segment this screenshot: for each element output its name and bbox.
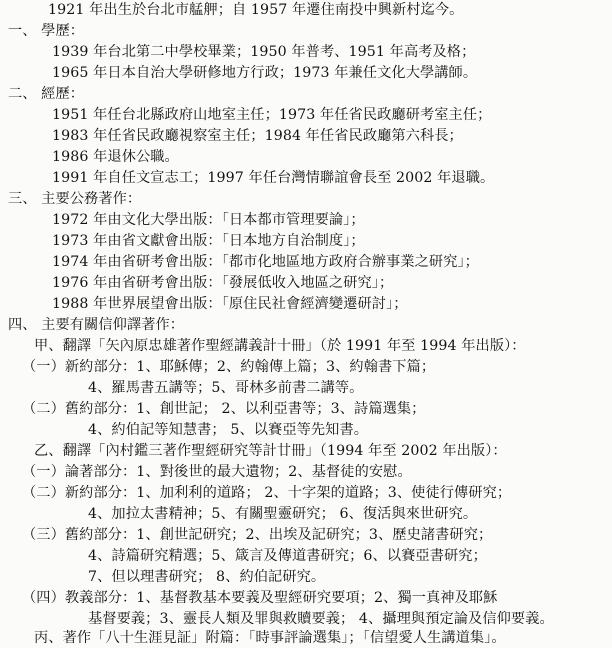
translation-group-title: 甲、翻譯「矢內原忠雄著作聖經講義計十冊」（於 1991 年至 1994 年出版）： xyxy=(34,338,526,354)
translation-item: （一）新約部分：1、耶穌傳；2、約翰傳上篇；3、約翰書下篇； xyxy=(22,359,436,375)
intro-line: 1921 年出生於台北市艋舺；自 1957 年遷住南投中興新村迄今。 xyxy=(48,2,464,18)
education-line: 1965 年日本自治大學研修地方行政；1973 年兼任文化大學講師。 xyxy=(52,65,478,81)
translation-item: 4、羅馬書五講等；5、哥林多前書二講等。 xyxy=(88,380,364,396)
publication-line: 1976 年由省研考會出版：「發展低收入地區之研究」； xyxy=(52,275,394,291)
translation-item: （一）論著部分：1、對後世的最大遺物；2、基督徒的安慰。 xyxy=(22,464,412,480)
translation-group-title: 丙、著作「八十生涯見証」附篇：「時事評論選集」；「信望愛人生講道集」。 xyxy=(34,630,506,646)
translation-item: （二）新約部分：1、加利利的道路； 2、十字架的道路；3、使徒行傳研究； xyxy=(22,485,512,501)
publication-line: 1988 年世界展望會出版：「原住民社會經濟變遷研討」； xyxy=(52,296,408,312)
education-line: 1939 年台北第二中學校畢業；1950 年普考、1951 年高考及格； xyxy=(52,44,476,60)
career-line: 1991 年自任文宣志工；1997 年任台灣情聯誼會長至 2002 年退職。 xyxy=(52,170,495,186)
translation-group-title: 乙、翻譯「內村鑑三著作聖經研究等計廿冊」（1994 年至 2002 年出版）： xyxy=(34,443,507,459)
publication-line: 1973 年由省文獻會出版：「日本地方自治制度」； xyxy=(52,233,365,249)
publication-line: 1974 年由省研考會出版：「都市化地區地方政府合辦事業之研究」； xyxy=(52,254,479,270)
section-heading: 三、 主要公務著作： xyxy=(8,191,142,207)
translation-item: （三）舊約部分：1、創世記研究；2、出埃及記研究；3、歷史諸書研究； xyxy=(22,527,493,543)
translation-item: （四）教義部分：1、基督教基本要義及聖經研究要項；2、獨一真神及耶穌 xyxy=(22,590,498,606)
translation-item: 7、但以理書研究； 8、約伯記研究。 xyxy=(88,569,326,585)
translation-item: 基督要義；3、靈長人類及罪與救贖要義； 4、攝理與預定論及信仰要義。 xyxy=(88,611,554,627)
section-heading: 二、 經歷： xyxy=(8,86,85,102)
career-line: 1986 年退休公職。 xyxy=(52,149,179,165)
translation-item: 4、約伯記等知慧書； 5、以賽亞等先知書。 xyxy=(88,422,369,438)
translation-item: 4、詩篇研究精選；5、箴言及傳道書研究；6、以賽亞書研究； xyxy=(88,548,487,564)
publication-line: 1972 年由文化大學出版：「日本都市管理要論」； xyxy=(52,212,365,228)
section-heading: 四、 主要有關信仰譯著作： xyxy=(8,317,185,333)
career-line: 1951 年任台北縣政府山地室主任；1973 年任省民政廳研考室主任； xyxy=(52,107,492,123)
career-line: 1983 年任省民政廳視察室主任；1984 年任省民政廳第六科長； xyxy=(52,128,463,144)
translation-item: （二）舊約部分：1、創世記； 2、以利亞書等；3、詩篇選集； xyxy=(22,401,426,417)
translation-item: 4、加拉太書精神；5、有關聖靈研究； 6、復活與來世研究。 xyxy=(88,506,478,522)
section-heading: 一、 學歷： xyxy=(8,23,85,39)
